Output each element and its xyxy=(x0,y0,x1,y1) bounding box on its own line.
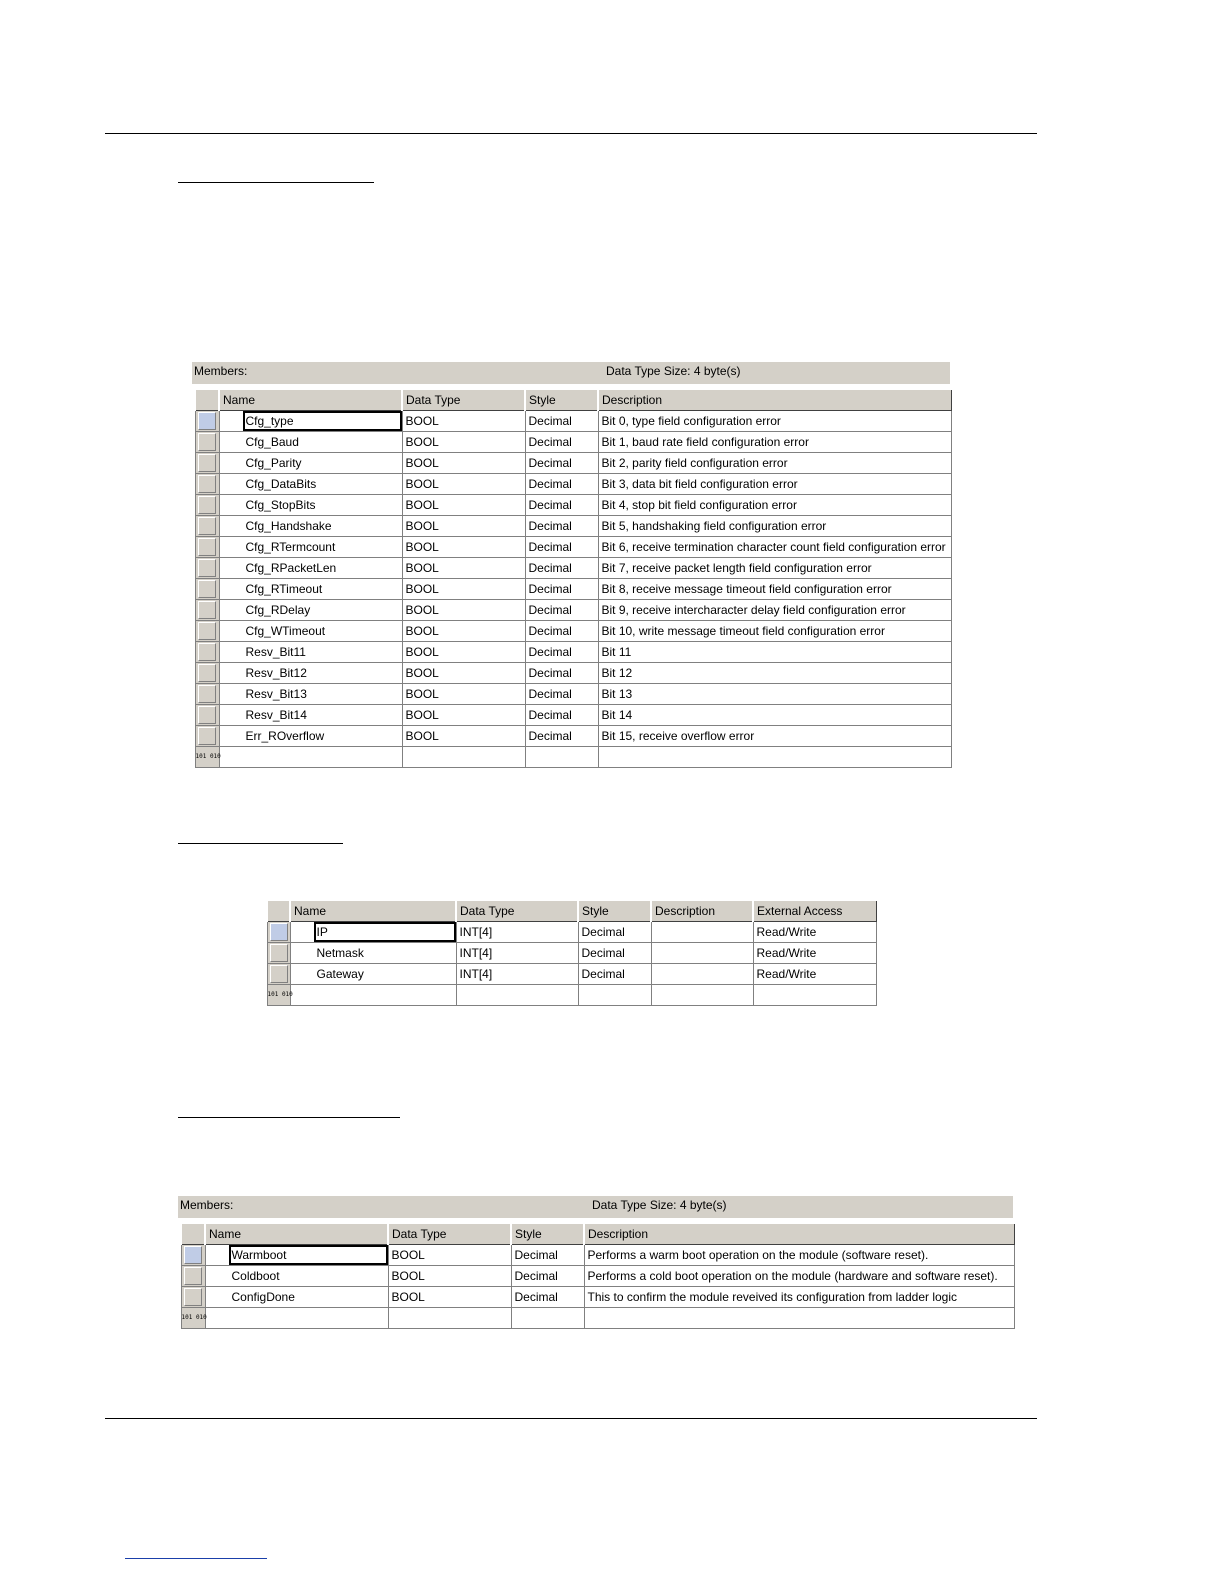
table-row[interactable] xyxy=(267,964,876,985)
cell-data-type[interactable]: BOOL xyxy=(402,726,525,747)
cell-data-type[interactable]: BOOL xyxy=(388,1287,511,1308)
new-row[interactable] xyxy=(195,747,951,768)
cell-data-type[interactable]: BOOL xyxy=(402,537,525,558)
table-row[interactable] xyxy=(195,579,951,600)
row-selector[interactable] xyxy=(195,600,219,621)
cell-name-text: ConfigDone xyxy=(231,1290,295,1304)
cell-name-text: Resv_Bit13 xyxy=(245,687,307,701)
table-row[interactable] xyxy=(195,726,951,747)
row-selector[interactable] xyxy=(195,684,219,705)
cell-style[interactable]: Decimal xyxy=(511,1266,584,1287)
cell-style[interactable]: Decimal xyxy=(525,474,598,495)
column-header-name[interactable]: Name xyxy=(205,1223,388,1245)
row-selector-box xyxy=(184,1267,202,1285)
new-row-icon: 101 010 xyxy=(195,747,219,768)
table-row[interactable] xyxy=(195,705,951,726)
cell-name[interactable] xyxy=(219,474,402,495)
row-selector-box xyxy=(198,706,216,724)
cell-name[interactable] xyxy=(219,558,402,579)
row-selector[interactable] xyxy=(195,474,219,495)
cell-external-access[interactable]: Read/Write xyxy=(753,964,876,985)
column-header-name[interactable]: Name xyxy=(290,900,456,922)
cell-name-text: Cfg_StopBits xyxy=(245,498,316,512)
new-row-cell[interactable] xyxy=(753,985,876,1006)
row-selector-box xyxy=(198,475,216,493)
column-header-style[interactable]: Style xyxy=(525,389,598,411)
new-row-icon: 101 010 xyxy=(267,985,290,1006)
cell-name-text: Coldboot xyxy=(231,1269,280,1283)
cell-name[interactable] xyxy=(219,432,402,453)
cell-name[interactable] xyxy=(219,495,402,516)
column-header-external-access[interactable]: External Access xyxy=(753,900,876,922)
row-selector[interactable] xyxy=(181,1287,205,1308)
cell-name-text: Cfg_DataBits xyxy=(245,477,317,491)
cell-name[interactable] xyxy=(205,1266,388,1287)
cell-description[interactable]: Bit 0, type field configuration error xyxy=(598,411,951,432)
table-row[interactable] xyxy=(195,495,951,516)
footer-link-underline xyxy=(125,1558,267,1559)
column-header-data-type[interactable]: Data Type xyxy=(402,389,525,411)
row-selector[interactable] xyxy=(195,726,219,747)
cell-name-text: Netmask xyxy=(316,946,364,960)
cell-style[interactable]: Decimal xyxy=(578,922,651,943)
cell-description[interactable]: Bit 6, receive termination character count field configuration error xyxy=(598,537,951,558)
cell-style[interactable]: Decimal xyxy=(525,516,598,537)
cell-name-text: Cfg_type xyxy=(246,414,399,428)
cell-data-type[interactable]: BOOL xyxy=(402,705,525,726)
cell-data-type[interactable]: INT[4] xyxy=(456,922,578,943)
cell-style[interactable]: Decimal xyxy=(525,579,598,600)
column-header-description[interactable]: Description xyxy=(651,900,753,922)
table-row[interactable] xyxy=(195,558,951,579)
section-heading-underline-1 xyxy=(178,182,374,183)
cell-style[interactable]: Decimal xyxy=(525,621,598,642)
cell-style[interactable]: Decimal xyxy=(525,537,598,558)
grid-corner[interactable] xyxy=(195,389,219,411)
cell-style[interactable]: Decimal xyxy=(578,943,651,964)
cell-name[interactable] xyxy=(205,1245,388,1266)
cell-external-access[interactable]: Read/Write xyxy=(753,922,876,943)
cell-data-type[interactable]: BOOL xyxy=(402,474,525,495)
cell-data-type[interactable]: BOOL xyxy=(402,621,525,642)
cell-data-type[interactable]: BOOL xyxy=(402,579,525,600)
column-header-data-type[interactable]: Data Type xyxy=(388,1223,511,1245)
table-row[interactable] xyxy=(195,432,951,453)
cell-data-type[interactable]: BOOL xyxy=(388,1266,511,1287)
section-heading-underline-2 xyxy=(178,843,343,844)
new-row-cell[interactable] xyxy=(219,747,402,768)
table-row[interactable] xyxy=(195,621,951,642)
row-selector[interactable] xyxy=(267,964,290,985)
cell-description[interactable] xyxy=(651,922,753,943)
new-row[interactable] xyxy=(267,985,876,1006)
cell-name-text: Resv_Bit12 xyxy=(245,666,307,680)
row-selector[interactable] xyxy=(267,943,290,964)
column-header-name[interactable]: Name xyxy=(219,389,402,411)
cell-style[interactable]: Decimal xyxy=(525,495,598,516)
cell-name-text: Cfg_RTimeout xyxy=(245,582,323,596)
column-header-data-type[interactable]: Data Type xyxy=(456,900,578,922)
members-label: Members: xyxy=(180,1198,234,1212)
row-selector[interactable] xyxy=(195,495,219,516)
row-selector-box xyxy=(198,517,216,535)
row-selector-box xyxy=(270,965,288,983)
row-selector-box xyxy=(270,923,288,941)
cell-name[interactable] xyxy=(290,964,456,985)
new-row-cell[interactable] xyxy=(456,985,578,1006)
cell-style[interactable]: Decimal xyxy=(511,1287,584,1308)
table-row[interactable] xyxy=(267,922,876,943)
cell-description[interactable]: Bit 7, receive packet length field configuration error xyxy=(598,558,951,579)
row-selector[interactable] xyxy=(195,663,219,684)
cell-data-type[interactable]: INT[4] xyxy=(456,943,578,964)
cell-name[interactable] xyxy=(219,411,402,432)
cell-description[interactable]: Bit 12 xyxy=(598,663,951,684)
row-selector-box xyxy=(198,454,216,472)
cell-data-type[interactable]: BOOL xyxy=(402,642,525,663)
cell-description[interactable] xyxy=(651,964,753,985)
cell-data-type[interactable]: BOOL xyxy=(402,432,525,453)
cell-data-type[interactable]: BOOL xyxy=(402,558,525,579)
row-selector-box xyxy=(198,685,216,703)
row-selector[interactable] xyxy=(195,642,219,663)
table-row[interactable] xyxy=(195,600,951,621)
row-selector[interactable] xyxy=(267,922,290,943)
new-row[interactable] xyxy=(181,1308,1014,1329)
table-row[interactable] xyxy=(195,474,951,495)
column-header-description[interactable]: Description xyxy=(598,389,951,411)
row-selector-box xyxy=(198,580,216,598)
members-label: Members: xyxy=(194,364,248,378)
row-selector-box xyxy=(198,433,216,451)
row-selector[interactable] xyxy=(195,453,219,474)
cell-style[interactable]: Decimal xyxy=(525,600,598,621)
row-selector[interactable] xyxy=(195,558,219,579)
row-selector-box xyxy=(198,538,216,556)
cell-description[interactable]: Performs a warm boot operation on the module (software reset). xyxy=(584,1245,1014,1266)
cell-description[interactable]: Bit 1, baud rate field configuration error xyxy=(598,432,951,453)
cell-description[interactable]: Bit 10, write message timeout field configuration error xyxy=(598,621,951,642)
data-type-size-label: Data Type Size: 4 byte(s) xyxy=(592,1198,727,1212)
row-selector[interactable] xyxy=(181,1266,205,1287)
row-selector-box xyxy=(198,412,216,430)
new-row-cell[interactable] xyxy=(290,985,456,1006)
cell-data-type[interactable]: INT[4] xyxy=(456,964,578,985)
members-bar-3 xyxy=(178,1196,1013,1218)
table-row[interactable] xyxy=(181,1266,1014,1287)
cell-description[interactable]: Bit 11 xyxy=(598,642,951,663)
cell-data-type[interactable]: BOOL xyxy=(402,663,525,684)
table-row[interactable] xyxy=(195,684,951,705)
cell-name-text: Cfg_WTimeout xyxy=(245,624,326,638)
cell-name[interactable] xyxy=(219,516,402,537)
grid-corner[interactable] xyxy=(267,900,290,922)
cell-name[interactable] xyxy=(219,453,402,474)
cell-data-type[interactable]: BOOL xyxy=(388,1245,511,1266)
cell-name[interactable] xyxy=(219,642,402,663)
new-row-cell[interactable] xyxy=(205,1308,388,1329)
cell-name-text: Resv_Bit14 xyxy=(245,708,307,722)
cell-description[interactable]: Bit 5, handshaking field configuration error xyxy=(598,516,951,537)
cell-style[interactable]: Decimal xyxy=(525,453,598,474)
column-header-style[interactable]: Style xyxy=(511,1223,584,1245)
new-row-cell[interactable] xyxy=(651,985,753,1006)
footer-rule xyxy=(105,1418,1037,1419)
table-row[interactable] xyxy=(195,537,951,558)
new-row-cell[interactable] xyxy=(402,747,525,768)
cell-description[interactable]: Bit 9, receive intercharacter delay field configuration error xyxy=(598,600,951,621)
cell-name-text: Cfg_RPacketLen xyxy=(245,561,337,575)
new-row-cell[interactable] xyxy=(578,985,651,1006)
row-selector-box xyxy=(198,559,216,577)
cell-style[interactable]: Decimal xyxy=(525,411,598,432)
row-selector-box xyxy=(198,727,216,745)
table-row[interactable] xyxy=(195,411,951,432)
row-selector-box xyxy=(198,643,216,661)
data-type-size-label: Data Type Size: 4 byte(s) xyxy=(606,364,741,378)
row-selector[interactable] xyxy=(181,1245,205,1266)
cell-style[interactable]: Decimal xyxy=(578,964,651,985)
cell-data-type[interactable]: BOOL xyxy=(402,600,525,621)
new-row-cell[interactable] xyxy=(598,747,951,768)
cell-name-text: Cfg_Handshake xyxy=(245,519,332,533)
row-selector[interactable] xyxy=(195,705,219,726)
row-selector[interactable] xyxy=(195,411,219,432)
row-selector-box xyxy=(184,1246,202,1264)
table-row[interactable] xyxy=(195,663,951,684)
row-selector-box xyxy=(198,622,216,640)
cell-name[interactable] xyxy=(219,705,402,726)
cell-name[interactable] xyxy=(290,922,456,943)
cell-description[interactable]: Bit 4, stop bit field configuration error xyxy=(598,495,951,516)
cell-name[interactable] xyxy=(219,726,402,747)
cell-name-text: IP xyxy=(317,925,453,939)
cell-name-text: Cfg_RTermcount xyxy=(245,540,336,554)
header-rule xyxy=(105,133,1037,134)
cell-description[interactable]: Bit 13 xyxy=(598,684,951,705)
cell-description[interactable]: Bit 3, data bit field configuration error xyxy=(598,474,951,495)
row-selector[interactable] xyxy=(195,579,219,600)
members-grid-2 xyxy=(266,899,877,1006)
cell-description[interactable]: Bit 15, receive overflow error xyxy=(598,726,951,747)
cell-name[interactable] xyxy=(219,537,402,558)
members-bar-1 xyxy=(192,362,950,384)
row-selector-box xyxy=(270,944,288,962)
row-selector[interactable] xyxy=(195,516,219,537)
cell-name[interactable] xyxy=(219,663,402,684)
cell-name[interactable] xyxy=(219,579,402,600)
cell-name[interactable] xyxy=(219,684,402,705)
cell-name-text: Gateway xyxy=(316,967,364,981)
cell-name[interactable] xyxy=(219,621,402,642)
cell-style[interactable]: Decimal xyxy=(525,558,598,579)
row-selector-box xyxy=(198,496,216,514)
members-grid-3 xyxy=(180,1222,1015,1329)
cell-data-type[interactable]: BOOL xyxy=(402,411,525,432)
cell-name[interactable] xyxy=(290,943,456,964)
new-row-cell[interactable] xyxy=(525,747,598,768)
new-row-icon: 101 010 xyxy=(181,1308,205,1329)
section-heading-underline-3 xyxy=(178,1117,400,1118)
cell-style[interactable]: Decimal xyxy=(525,726,598,747)
cell-name-text: Resv_Bit11 xyxy=(245,645,306,659)
cell-style[interactable]: Decimal xyxy=(525,642,598,663)
cell-description[interactable]: This to confirm the module reveived its configuration from ladder logic xyxy=(584,1287,1014,1308)
cell-data-type[interactable]: BOOL xyxy=(402,453,525,474)
column-header-style[interactable]: Style xyxy=(578,900,651,922)
table-row[interactable] xyxy=(195,642,951,663)
row-selector-box xyxy=(184,1288,202,1306)
cell-name[interactable] xyxy=(219,600,402,621)
cell-style[interactable]: Decimal xyxy=(525,684,598,705)
row-selector[interactable] xyxy=(195,621,219,642)
table-row[interactable] xyxy=(195,453,951,474)
members-grid-1 xyxy=(194,388,952,768)
cell-description[interactable]: Bit 2, parity field configuration error xyxy=(598,453,951,474)
cell-name-text: Warmboot xyxy=(232,1248,385,1262)
table-row[interactable] xyxy=(181,1287,1014,1308)
cell-description[interactable] xyxy=(651,943,753,964)
cell-style[interactable]: Decimal xyxy=(525,432,598,453)
row-selector-box xyxy=(198,664,216,682)
cell-name-text: Cfg_RDelay xyxy=(245,603,311,617)
cell-name-text: Cfg_Baud xyxy=(245,435,299,449)
cell-name[interactable] xyxy=(205,1287,388,1308)
table-row[interactable] xyxy=(181,1245,1014,1266)
row-selector[interactable] xyxy=(195,537,219,558)
cell-description[interactable]: Bit 8, receive message timeout field configuration error xyxy=(598,579,951,600)
grid-corner[interactable] xyxy=(181,1223,205,1245)
table-row[interactable] xyxy=(267,943,876,964)
new-row-cell[interactable] xyxy=(388,1308,511,1329)
new-row-cell[interactable] xyxy=(584,1308,1014,1329)
cell-data-type[interactable]: BOOL xyxy=(402,684,525,705)
new-row-cell[interactable] xyxy=(511,1308,584,1329)
table-row[interactable] xyxy=(195,516,951,537)
cell-data-type[interactable]: BOOL xyxy=(402,516,525,537)
cell-style[interactable]: Decimal xyxy=(525,663,598,684)
column-header-description[interactable]: Description xyxy=(584,1223,1014,1245)
row-selector[interactable] xyxy=(195,432,219,453)
cell-description[interactable]: Bit 14 xyxy=(598,705,951,726)
cell-external-access[interactable]: Read/Write xyxy=(753,943,876,964)
cell-description[interactable]: Performs a cold boot operation on the module (hardware and software reset). xyxy=(584,1266,1014,1287)
cell-name-text: Cfg_Parity xyxy=(245,456,302,470)
cell-data-type[interactable]: BOOL xyxy=(402,495,525,516)
cell-name-text: Err_ROverflow xyxy=(245,729,325,743)
cell-style[interactable]: Decimal xyxy=(511,1245,584,1266)
cell-style[interactable]: Decimal xyxy=(525,705,598,726)
row-selector-box xyxy=(198,601,216,619)
